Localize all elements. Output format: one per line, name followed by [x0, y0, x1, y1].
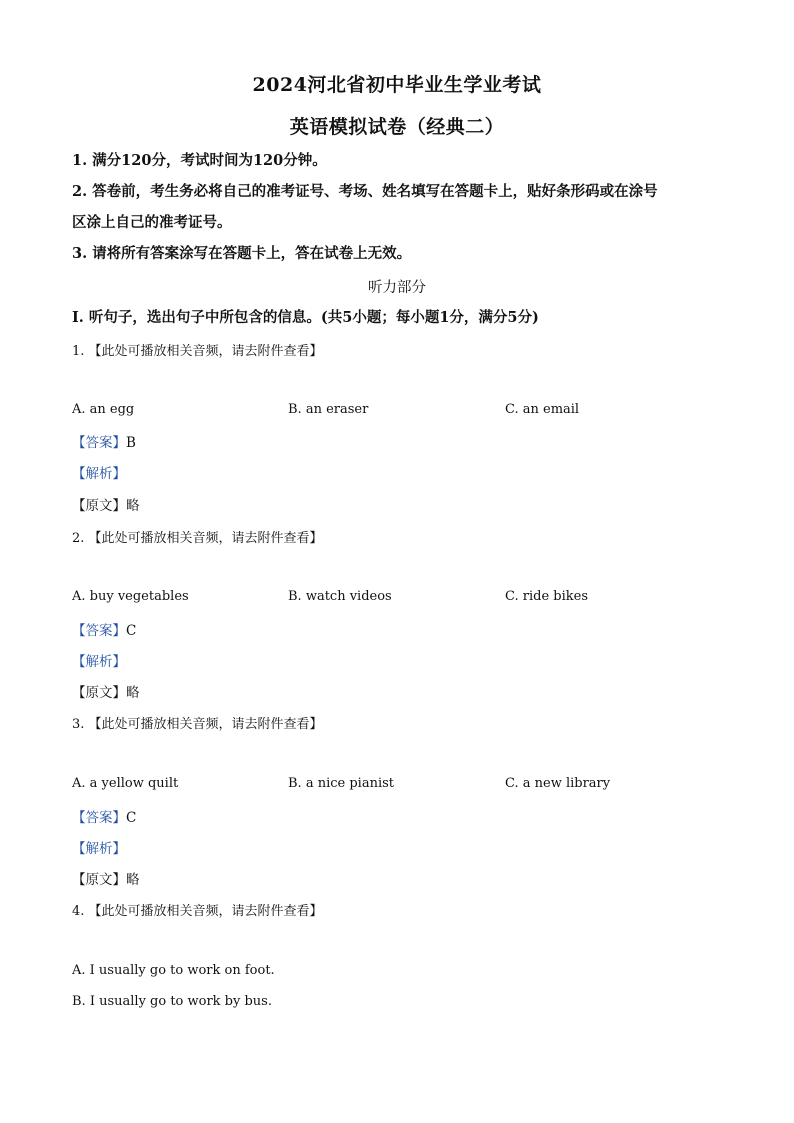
original-label: 【原文】	[72, 685, 126, 701]
answer-value: B	[126, 435, 136, 451]
original-value: 略	[126, 498, 140, 514]
question-3-option-a: A. a yellow quilt	[72, 776, 179, 791]
question-4-option-a: A. I usually go to work on foot.	[72, 963, 275, 978]
question-1-option-b: B. an eraser	[288, 402, 369, 417]
question-1-answer	[72, 431, 136, 451]
question-3-prompt: 3. 【此处可播放相关音频，请去附件查看】	[72, 717, 323, 732]
question-1-option-c: C. an email	[505, 402, 580, 417]
question-2-answer	[72, 619, 136, 639]
question-3-answer	[72, 806, 136, 826]
question-3-original	[72, 868, 140, 888]
answer-label: 【答案】	[72, 435, 126, 451]
exam-title: 2024河北省初中毕业生学业考试	[252, 74, 542, 96]
question-1-analysis: 【解析】	[72, 466, 126, 482]
original-value: 略	[126, 685, 140, 701]
question-3-option-b: B. a nice pianist	[288, 776, 394, 791]
answer-value: C	[126, 810, 137, 826]
exam-subtitle: 英语模拟试卷（经典二）	[289, 116, 505, 138]
note-1: 1. 满分120分，考试时间为120分钟。	[72, 152, 327, 169]
answer-label: 【答案】	[72, 623, 126, 639]
question-2-option-b: B. watch videos	[288, 589, 392, 604]
question-3-analysis: 【解析】	[72, 841, 126, 857]
original-value: 略	[126, 872, 140, 888]
question-2-analysis: 【解析】	[72, 654, 126, 670]
note-2: 2. 答卷前，考生务必将自己的准考证号、考场、姓名填写在答题卡上，贴好条形码或在涂号	[72, 183, 658, 200]
question-1-option-a: A. an egg	[72, 402, 135, 417]
answer-label: 【答案】	[72, 810, 126, 826]
question-2-option-c: C. ride bikes	[505, 589, 588, 604]
question-2-original	[72, 681, 140, 701]
section-title: 听力部分	[368, 280, 426, 296]
question-2-option-a: A. buy vegetables	[72, 589, 189, 604]
original-label: 【原文】	[72, 498, 126, 514]
question-4-option-b: B. I usually go to work by bus.	[72, 994, 272, 1009]
note-3: 3. 请将所有答案涂写在答题卡上，答在试卷上无效。	[72, 245, 412, 262]
note-2-continued: 区涂上自己的准考证号。	[72, 214, 232, 231]
answer-value: C	[126, 623, 137, 639]
question-3-option-c: C. a new library	[505, 776, 611, 791]
question-1-original	[72, 494, 140, 514]
part-title: Ⅰ. 听句子，选出句子中所包含的信息。(共5小题；每小题1分，满分5分)	[72, 309, 539, 326]
question-4-prompt: 4. 【此处可播放相关音频，请去附件查看】	[72, 904, 323, 919]
question-2-prompt: 2. 【此处可播放相关音频，请去附件查看】	[72, 531, 323, 546]
question-1-prompt: 1. 【此处可播放相关音频，请去附件查看】	[72, 344, 323, 359]
original-label: 【原文】	[72, 872, 126, 888]
